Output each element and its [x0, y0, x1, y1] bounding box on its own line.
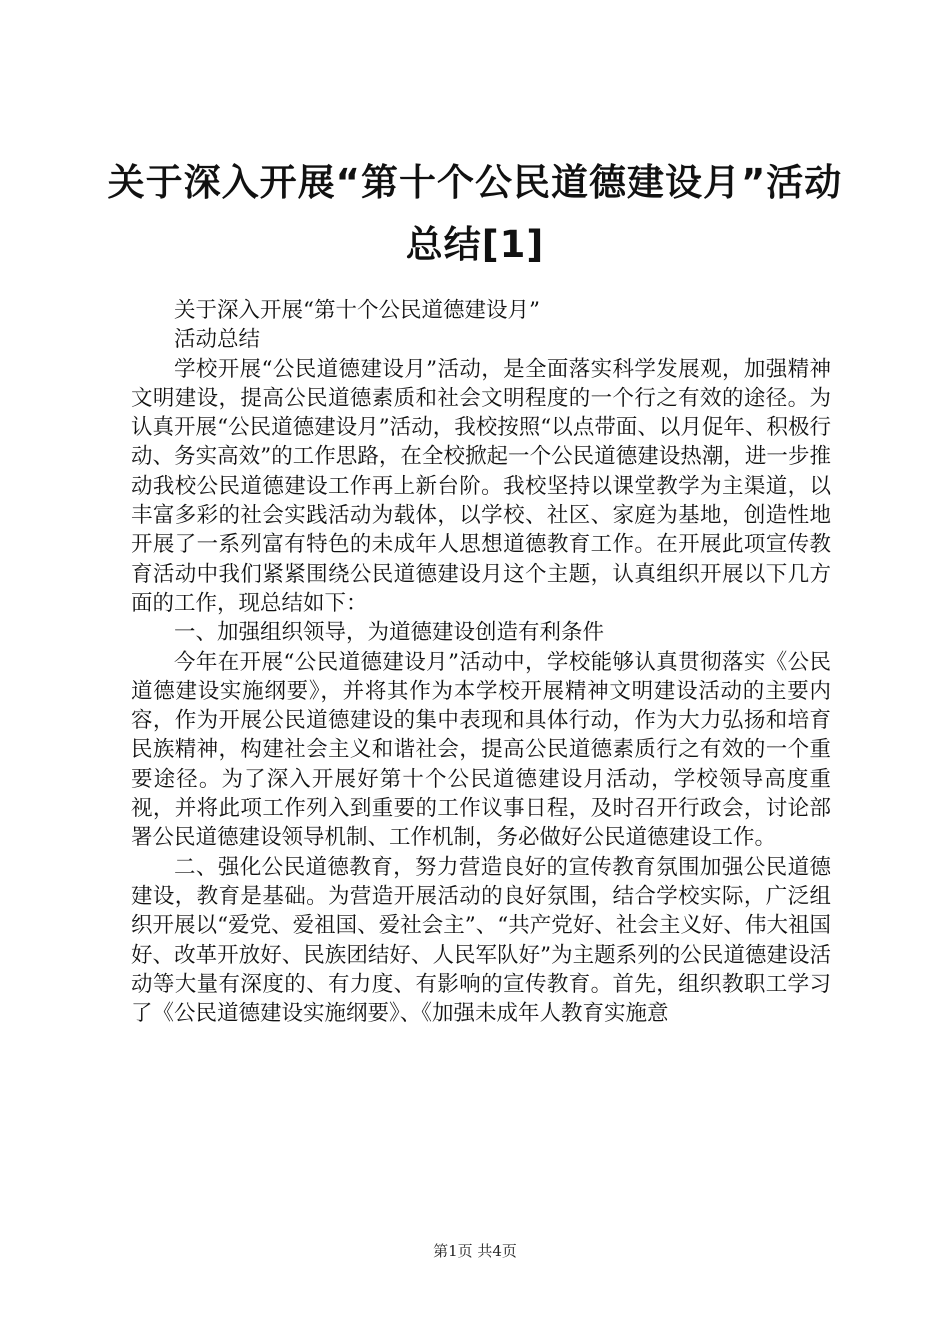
subtitle-line2: 活动总结 [174, 327, 261, 353]
document-body [131, 296, 831, 1028]
page-number-footer: 第1页 共4页 [433, 1242, 517, 1260]
body-paragraph: 二、强化公民道德教育，努力营造良好的宣传教育氛围加强公民道德建设，教育是基础。为营造开展活动的良好氛围，结合学校实际，广泛组织开展以“爱党、爱祖国、爱社会主”、“共产党好、社会主义好、伟大祖国好、改革开放好、民族团结好、人民军队好”为主题系列的公民道德建设活动等大量有深度的、有力度、有影响的宣传教育。首先，组织教职工学习了《公民道德建设实施纲要》、《加强未成年人教育实施意 [131, 854, 831, 1027]
body-paragraph: 学校开展“公民道德建设月”活动，是全面落实科学发展观，加强精神文明建设，提高公民道德素质和社会文明程度的一个行之有效的途径。为认真开展“公民道德建设月”活动，我校按照“以点带面、以月促年、积极行动、务实高效”的工作思路，在全校掀起一个公民道德建设热潮，进一步推动我校公民道德建设工作再上新台阶。我校坚持以课堂教学为主渠道，以丰富多彩的社会实践活动为载体，以学校、社区、家庭为基地，创造性地开展了一系列富有特色的未成年人思想道德教育工作。在开展此项宣传教育活动中我们紧紧围绕公民道德建设月这个主题，认真组织开展以下几方面的工作，现总结如下： [131, 356, 831, 616]
section-heading: 一、加强组织领导，为道德建设创造有利条件 [174, 620, 605, 646]
body-paragraph: 今年在开展“公民道德建设月”活动中，学校能够认真贯彻落实《公民道德建设实施纲要》，并将其作为本学校开展精神文明建设活动的主要内容，作为开展公民道德建设的集中表现和具体行动，作为大力弘扬和培育民族精神，构建社会主义和谐社会，提高公民道德素质行之有效的一个重要途径。为了深入开展好第十个公民道德建设月活动，学校领导高度重视，并将此项工作列入到重要的工作议事日程，及时召开行政会，讨论部署公民道德建设领导机制、工作机制，务必做好公民道德建设工作。 [131, 649, 831, 851]
document-title-line1: 关于深入开展“第十个公民道德建设月”活动 [107, 161, 843, 204]
document-title-line2: 总结[1] [405, 223, 545, 266]
subtitle-line1: 关于深入开展“第十个公民道德建设月” [174, 298, 540, 323]
